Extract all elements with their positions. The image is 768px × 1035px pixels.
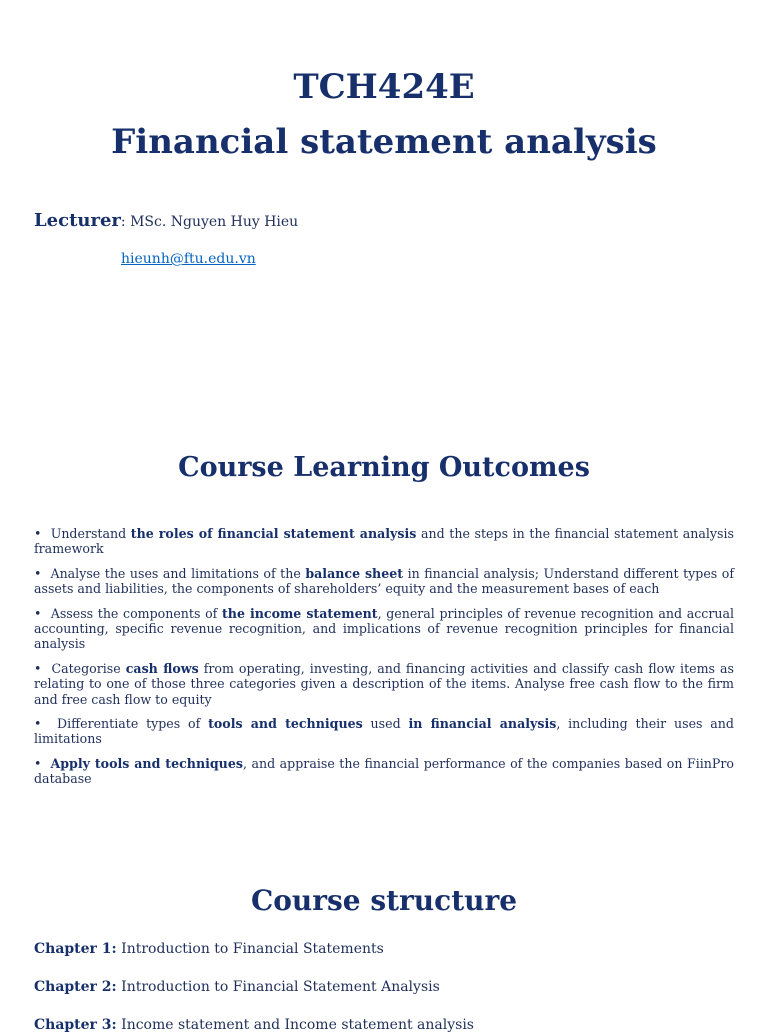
outcome-text: and the steps in the financial statement analysis framework: [34, 526, 734, 557]
bullet-marker: •: [34, 755, 42, 771]
outcome-item: [34, 606, 734, 652]
chapter-text: Introduction to Financial Statement Analysis: [116, 979, 440, 995]
outcome-text: from operating, investing, and financing activities and classify cash flow items as relating to one of those three categories given a description of the items. Analyse free cash flow to the firm and free cash flow to equity: [34, 660, 734, 707]
outcome-item: [34, 716, 734, 747]
outcome-text: Assess the components of: [50, 605, 222, 621]
chapter-item: [34, 1015, 474, 1035]
lecturer-name: MSc. Nguyen Huy Hieu: [130, 214, 299, 230]
course-code: TCH424E: [293, 67, 475, 107]
outcomes-heading: Course Learning Outcomes: [178, 452, 590, 483]
course-title: Financial statement analysis: [111, 122, 657, 162]
chapter-item: [34, 939, 384, 959]
chapter-text: Income statement and Income statement analysis: [116, 1017, 474, 1033]
lecturer-label: Lecturer: [34, 210, 121, 231]
outcome-emphasis: in financial analysis: [408, 716, 557, 732]
outcomes-list: [34, 526, 734, 796]
chapter-label: Chapter 1:: [34, 941, 117, 957]
outcome-text: , including their uses and limitations: [34, 716, 734, 747]
bullet-marker: •: [34, 526, 42, 541]
bullet-marker: •: [34, 565, 42, 581]
chapter-text: Introduction to Financial Statements: [116, 941, 384, 957]
outcome-text: used: [362, 716, 409, 732]
bullet-marker: •: [34, 716, 42, 732]
outcome-item: [34, 661, 734, 707]
outcome-item: [34, 566, 734, 597]
outcome-text: Understand: [50, 526, 131, 541]
outcome-text: Analyse the uses and limitations of the: [50, 565, 306, 581]
outcome-emphasis: cash flows: [125, 660, 199, 676]
outcome-text: , and appraise the financial performance of the companies based on FiinPro database: [34, 755, 734, 787]
outcome-text: , general principles of revenue recognition and accrual accounting, specific revenue recognition, and implications of revenue recognition principles for financial analysis: [34, 605, 734, 652]
lecturer-email-link[interactable]: hieunh@ftu.edu.vn: [121, 251, 256, 267]
outcome-emphasis: the income statement: [221, 605, 378, 621]
chapter-item: [34, 977, 440, 997]
outcome-text: in financial analysis; Understand different types of assets and liabilities, the components of shareholders’ equity and the measurement bases of each: [34, 565, 734, 597]
outcome-text: Differentiate types of: [57, 716, 209, 732]
outcome-item: [34, 526, 734, 557]
bullet-marker: •: [34, 660, 42, 676]
structure-heading: Course structure: [250, 884, 518, 917]
lecturer-line: [34, 209, 298, 234]
outcome-text: Categorise: [51, 660, 126, 676]
outcome-emphasis: the roles of financial statement analysis: [130, 526, 417, 541]
outcome-emphasis: balance sheet: [305, 565, 404, 581]
chapter-label: Chapter 3:: [34, 1017, 117, 1033]
outcome-emphasis: tools and techniques: [208, 716, 363, 732]
outcome-item: [34, 756, 734, 787]
outcome-emphasis: Apply tools and techniques: [50, 755, 243, 771]
bullet-marker: •: [34, 605, 42, 621]
lecturer-separator: :: [120, 214, 126, 230]
chapter-label: Chapter 2:: [34, 979, 117, 995]
